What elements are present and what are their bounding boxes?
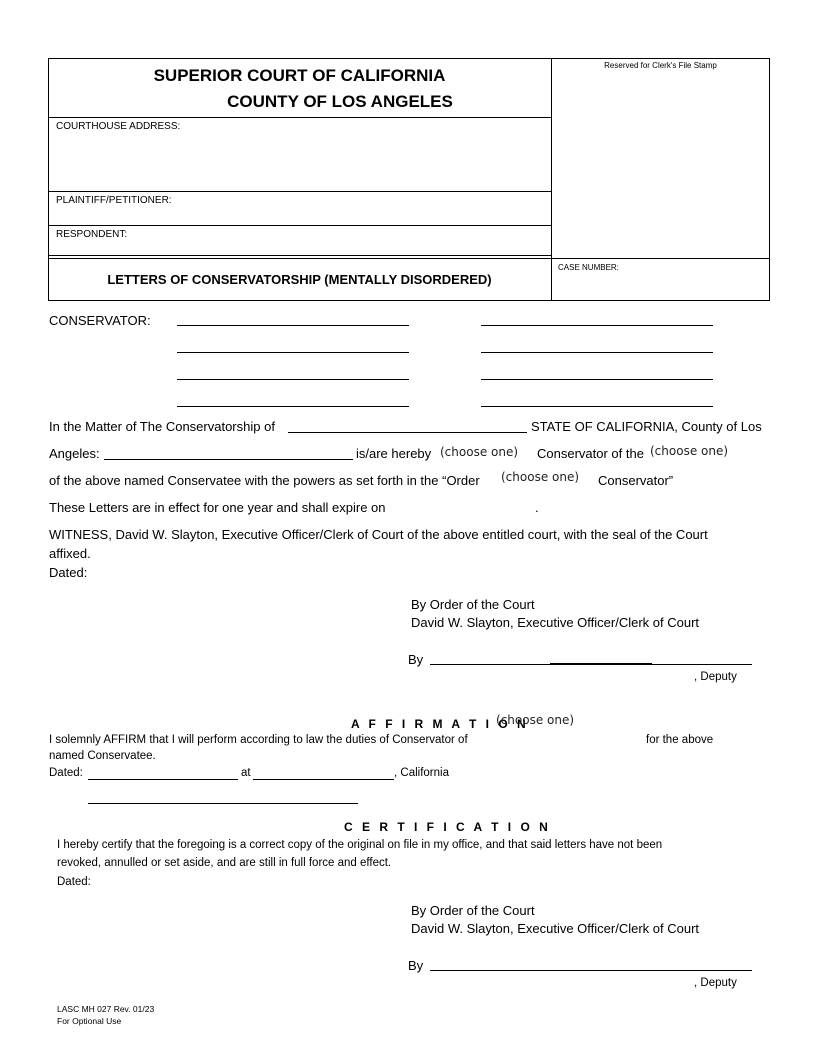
angeles-label: Angeles: xyxy=(49,446,100,461)
affirmation-type-dropdown[interactable]: (choose one) xyxy=(496,713,575,727)
hereby-text: is/are hereby xyxy=(356,446,432,461)
plaintiff-field[interactable] xyxy=(170,194,547,222)
by-label: By xyxy=(408,652,424,667)
affirmation-dated-label: Dated: xyxy=(49,767,83,779)
affirmation-signature-line[interactable] xyxy=(88,803,358,804)
dated-label: Dated: xyxy=(49,565,88,580)
matter-text: In the Matter of The Conservatorship of xyxy=(49,419,275,434)
officer-text: David W. Slayton, Executive Officer/Clerk of Court xyxy=(411,615,700,630)
conservator-label: CONSERVATOR: xyxy=(49,313,151,328)
above-named-text: of the above named Conservatee with the powers as set forth in the “Order xyxy=(49,473,480,488)
conservator-name-line-2a[interactable] xyxy=(177,352,409,353)
case-number-field[interactable] xyxy=(556,276,766,298)
conservator-name-line-2b[interactable] xyxy=(481,352,713,353)
conservator-name-line-4b[interactable] xyxy=(481,406,713,407)
case-number-label: CASE NUMBER: xyxy=(558,263,619,272)
courthouse-address-label: COURTHOUSE ADDRESS: xyxy=(56,121,181,132)
appointee-name-line[interactable] xyxy=(104,459,353,460)
certification-deputy-label: , Deputy xyxy=(694,977,737,989)
certification-dated-field[interactable] xyxy=(96,874,296,892)
courthouse-address-field[interactable] xyxy=(52,136,547,188)
certification-by-order: By Order of the Court xyxy=(411,903,535,918)
conservatorship-scope-dropdown[interactable]: (choose one) xyxy=(650,444,729,458)
respondent-field[interactable] xyxy=(140,228,547,252)
affirmation-text-2: named Conservatee. xyxy=(49,750,156,762)
conservator-name-line-1a[interactable] xyxy=(177,325,409,326)
respondent-label: RESPONDENT: xyxy=(56,229,128,240)
clerk-stamp-label: Reserved for Clerk's File Stamp xyxy=(604,61,717,70)
caption-divider-address xyxy=(48,191,551,192)
caption-divider-title-top xyxy=(48,255,551,256)
certification-heading: C E R T I F I C A T I O N xyxy=(344,820,551,834)
order-type-dropdown[interactable]: (choose one) xyxy=(501,470,580,484)
expiration-date-field[interactable] xyxy=(396,498,532,516)
certification-text: I hereby certify that the foregoing is a correct copy of the original on file in my office, and that said letters have not been xyxy=(57,839,663,851)
court-name-line1: SUPERIOR COURT OF CALIFORNIA xyxy=(153,66,446,85)
certification-by-label: By xyxy=(408,958,424,973)
certification-dated-label: Dated: xyxy=(57,876,91,888)
caption-divider-plaintiff xyxy=(48,225,551,226)
witness-text: WITNESS, David W. Slayton, Executive Officer/Clerk of Court of the above entitled court, with the seal of the Court xyxy=(49,527,708,542)
appointment-type-dropdown[interactable]: (choose one) xyxy=(440,445,519,459)
conservator-name-line-1b[interactable] xyxy=(481,325,713,326)
affirmation-california: , California xyxy=(394,767,449,779)
dated-field[interactable] xyxy=(92,563,292,581)
conservator-name-line-4a[interactable] xyxy=(177,406,409,407)
form-number: LASC MH 027 Rev. 01/23 xyxy=(57,1004,155,1014)
affirmation-text: I solemnly AFFIRM that I will perform according to law the duties of Conservator of xyxy=(49,734,468,746)
affirmation-heading: A F F I R M A T I O N xyxy=(351,717,529,731)
conservator-close-text: Conservator” xyxy=(598,473,674,488)
deputy-signature-line[interactable] xyxy=(430,664,752,665)
caption-divider-title xyxy=(48,258,770,259)
certification-text-2: revoked, annulled or set aside, and are still in full force and effect. xyxy=(57,857,392,869)
affirmation-city-line[interactable] xyxy=(253,779,394,780)
plaintiff-label: PLAINTIFF/PETITIONER: xyxy=(56,195,172,206)
by-order-text: By Order of the Court xyxy=(411,597,535,612)
deputy-signature-line-overlay xyxy=(550,663,652,664)
caption-divider-court xyxy=(48,117,551,118)
certification-officer: David W. Slayton, Executive Officer/Clerk of Court xyxy=(411,921,700,936)
effect-text: These Letters are in effect for one year and shall expire on xyxy=(49,500,386,515)
deputy-label: , Deputy xyxy=(694,671,737,683)
conservatee-name-line[interactable] xyxy=(288,432,527,433)
conservator-name-line-3a[interactable] xyxy=(177,379,409,380)
conservator-of-the-text: Conservator of the xyxy=(537,446,644,461)
court-name-line2: COUNTY OF LOS ANGELES xyxy=(227,92,453,111)
effect-period: . xyxy=(535,500,539,515)
conservator-name-line-3b[interactable] xyxy=(481,379,713,380)
optional-use: For Optional Use xyxy=(57,1016,122,1026)
certification-signature-line[interactable] xyxy=(430,970,752,971)
affirmation-tail: for the above xyxy=(646,734,714,746)
witness-text-2: affixed. xyxy=(49,546,91,561)
form-title: LETTERS OF CONSERVATORSHIP (MENTALLY DISORDERED) xyxy=(107,272,492,287)
matter-tail-text: STATE OF CALIFORNIA, County of Los xyxy=(531,419,762,434)
affirmation-at-label: at xyxy=(241,767,251,779)
affirmation-date-line[interactable] xyxy=(88,779,238,780)
